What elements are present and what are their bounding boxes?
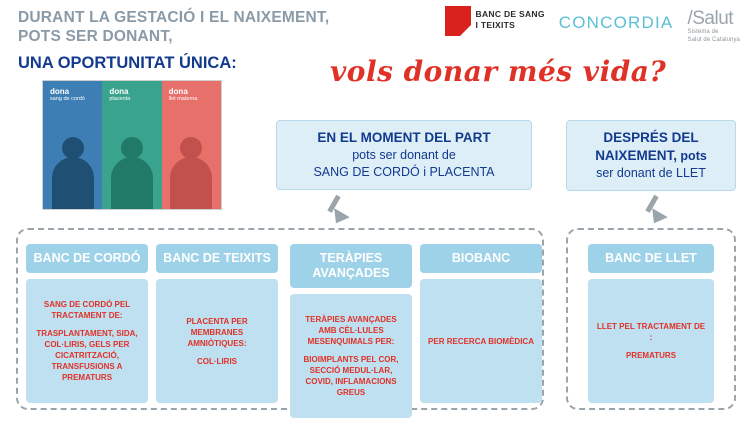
pregnant-silhouette-icon <box>111 137 153 209</box>
card-banc-de-teixits <box>156 244 278 403</box>
poster-panel-2-title: dona <box>109 87 129 96</box>
salut-logo-sub-1: Sistema de <box>687 29 719 35</box>
headline-line-3: UNA OPORTUNITAT ÚNICA: <box>18 54 237 72</box>
logo-salut <box>687 6 740 44</box>
card-biobanc <box>420 244 542 403</box>
salut-logo-text: /Salut <box>687 8 734 29</box>
card-banc-de-llet-detail: PREMATURS <box>625 351 677 360</box>
card-banc-de-llet-header: BANC DE LLET <box>588 244 714 273</box>
callout-part-line-3: SANG DE CORDÓ i PLACENTA <box>313 165 495 179</box>
card-biobanc-intro: PER RECERCA BIOMÈDICA <box>428 336 534 346</box>
card-biobanc-body <box>420 279 542 403</box>
callout-part-line-2: pots ser donant de <box>352 148 456 162</box>
card-banc-de-cordo-header: BANC DE CORDÓ <box>26 244 148 273</box>
logo-banc-de-sang-i-teixits <box>445 6 545 36</box>
card-banc-de-teixits-header: BANC DE TEIXITS <box>156 244 278 273</box>
card-terapies-avancades-header: TERÀPIES AVANÇADES <box>290 244 412 288</box>
poster-panel-2-subtitle: placenta <box>109 96 131 102</box>
poster-image <box>42 80 222 210</box>
headline-line-2: POTS SER DONANT, <box>18 28 173 45</box>
logo-concordia: CONCORDIA <box>558 13 674 32</box>
card-banc-de-teixits-intro: PLACENTA PER MEMBRANES AMNIÒTIQUES: <box>186 316 248 348</box>
callout-naixement-title-1: DESPRÉS DEL <box>603 130 699 145</box>
pregnant-silhouette-icon <box>170 137 212 209</box>
card-terapies-avancades-detail: BIOIMPLANTS PEL COR, SECCIÓ MEDUL·LAR, COVID, INFLAMACIONS GREUS <box>303 355 399 397</box>
poster-panel-3-subtitle: llet materna <box>168 96 198 102</box>
pregnant-silhouette-icon <box>52 137 94 209</box>
bst-mark-icon <box>445 6 471 36</box>
poster-panel-1-title: dona <box>50 87 70 96</box>
card-banc-de-cordo-intro: SANG DE CORDÓ PEL TRACTAMENT DE: <box>43 300 131 320</box>
tagline: vols donar més vida? <box>330 55 667 88</box>
card-terapies-avancades-body <box>290 294 412 418</box>
card-banc-de-llet-intro: LLET PEL TRACTAMENT DE : <box>596 322 706 342</box>
poster-panel-3-title: dona <box>168 87 188 96</box>
bst-logo-line-1: BANC DE SANG <box>475 9 545 19</box>
callout-moment-del-part <box>276 120 532 190</box>
callout-naixement-line-2: ser donant de LLET <box>596 166 706 180</box>
callout-part-title: EN EL MOMENT DEL PART <box>317 130 491 145</box>
callout-naixement-title-tail: pots <box>676 149 707 163</box>
card-banc-de-teixits-detail: COL·LIRIS <box>197 356 237 366</box>
card-terapies-avancades-intro: TERÀPIES AVANÇADES AMB CÈL·LULES MESENQUIMALS PER: <box>305 315 397 346</box>
headline-line-1: DURANT LA GESTACIÓ I EL NAIXEMENT, <box>18 9 330 26</box>
card-biobanc-header: BIOBANC <box>420 244 542 273</box>
callout-despres-del-naixement <box>566 120 736 191</box>
card-terapies-avancades <box>290 244 412 418</box>
poster-panel-placenta <box>102 81 161 209</box>
logo-bar <box>445 6 740 44</box>
poster-panel-llet <box>162 81 221 209</box>
poster-panel-1-subtitle: sang de cordó <box>50 96 85 102</box>
salut-logo-sub-2: Salut de Catalunya <box>687 36 740 43</box>
card-banc-de-cordo-body <box>26 279 148 403</box>
card-banc-de-llet <box>588 244 714 403</box>
card-banc-de-teixits-body <box>156 279 278 403</box>
card-banc-de-cordo <box>26 244 148 403</box>
card-banc-de-cordo-detail: TRASPLANTAMENT, SIDA, COL·LIRIS, GELS PER CICATRITZACIÓ, TRANSFUSIONS A PREMATURS <box>36 329 138 382</box>
bst-logo-line-2: I TEIXITS <box>475 20 516 30</box>
callout-naixement-title-2: NAIXEMENT, <box>595 148 677 163</box>
poster-panel-cordo <box>43 81 102 209</box>
card-banc-de-llet-body <box>588 279 714 403</box>
